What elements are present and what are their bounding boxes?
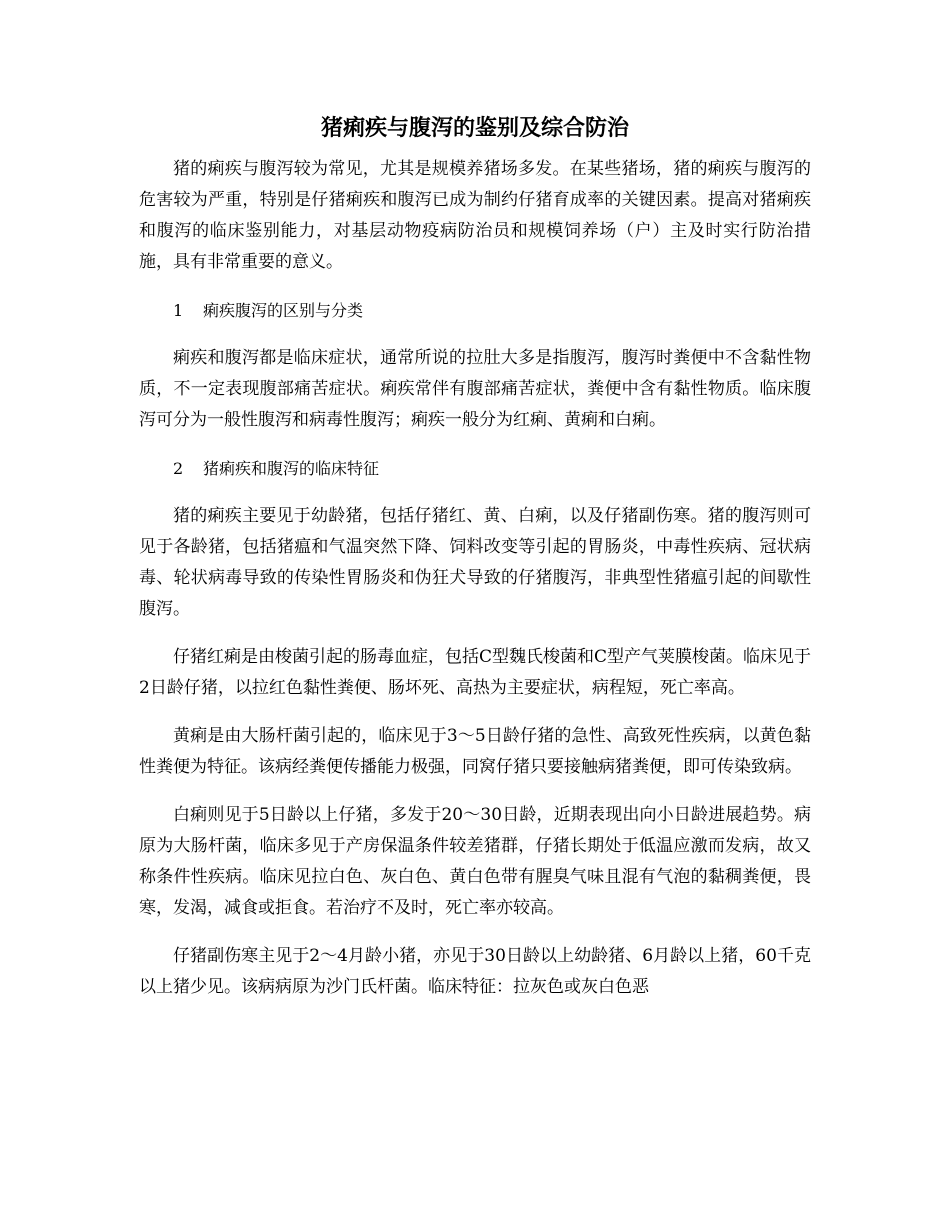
- section-2-title: 猪痢疾和腹泻的临床特征: [203, 459, 380, 478]
- section-1-title: 痢疾腹泻的区别与分类: [203, 301, 364, 320]
- section-2-paragraph: 仔猪红痢是由梭菌引起的肠毒血症，包括C型魏氏梭菌和C型产气荚膜梭菌。临床见于2日龄仔猪，以拉红色黏性粪便、肠坏死、高热为主要症状，病程短，死亡率高。: [139, 647, 812, 698]
- document-body: [139, 154, 811, 1020]
- section-2-paragraph: 黄痢是由大肠杆菌引起的，临床见于3～5日龄仔猪的急性、高致死性疾病，以黄色黏性粪便为特征。该病经粪便传播能力极强，同窝仔猪只要接触病猪粪便，即可传染致病。: [139, 726, 811, 777]
- document-title: 猪痢疾与腹泻的鉴别及综合防治: [320, 115, 629, 141]
- intro-paragraph: 猪的痢疾与腹泻较为常见，尤其是规模养猪场多发。在某些猪场，猪的痢疾与腹泻的危害较为严重，特别是仔猪痢疾和腹泻已成为制约仔猪育成率的关键因素。提高对猪痢疾和腹泻的临床鉴别能力，对基层动物疫病防治员和规模饲养场（户）主及时实行防治措施，具有非常重要的意义。: [139, 159, 811, 272]
- section-2-paragraph: 仔猪副伤寒主见于2～4月龄小猪，亦见于30日龄以上幼龄猪、6月龄以上猪，60千克以上猪少见。该病病原为沙门氏杆菌。临床特征：拉灰色或灰白色恶: [139, 946, 811, 997]
- section-1-paragraph: 痢疾和腹泻都是临床症状，通常所说的拉肚大多是指腹泻，腹泻时粪便中不含黏性物质，不一定表现腹部痛苦症状。痢疾常伴有腹部痛苦症状，粪便中含有黏性物质。临床腹泻可分为一般性腹泻和病毒性腹泻；痢疾一般分为红痢、黄痢和白痢。: [139, 348, 811, 430]
- section-2-heading: [139, 453, 811, 484]
- section-2-paragraph: 猪的痢疾主要见于幼龄猪，包括仔猪红、黄、白痢，以及仔猪副伤寒。猪的腹泻则可见于各龄猪，包括猪瘟和气温突然下降、饲料改变等引起的胃肠炎，中毒性疾病、冠状病毒、轮状病毒导致的传染性胃肠炎和伪狂犬导致的仔猪腹泻，非典型性猪瘟引起的间歇性腹泻。: [139, 506, 811, 619]
- section-1-heading: [139, 295, 811, 326]
- section-2-number: 2: [173, 459, 184, 478]
- section-2-paragraph: 白痢则见于5日龄以上仔猪，多发于20～30日龄，近期表现出向小日龄进展趋势。病原为大肠杆菌，临床多见于产房保温条件较差猪群，仔猪长期处于低温应激而发病，故又称条件性疾病。临床见拉白色、灰白色、黄白色带有腥臭气味且混有气泡的黏稠粪便，畏寒，发渴，减食或拒食。若治疗不及时，死亡率亦较高。: [139, 805, 811, 918]
- section-1-number: 1: [173, 301, 184, 320]
